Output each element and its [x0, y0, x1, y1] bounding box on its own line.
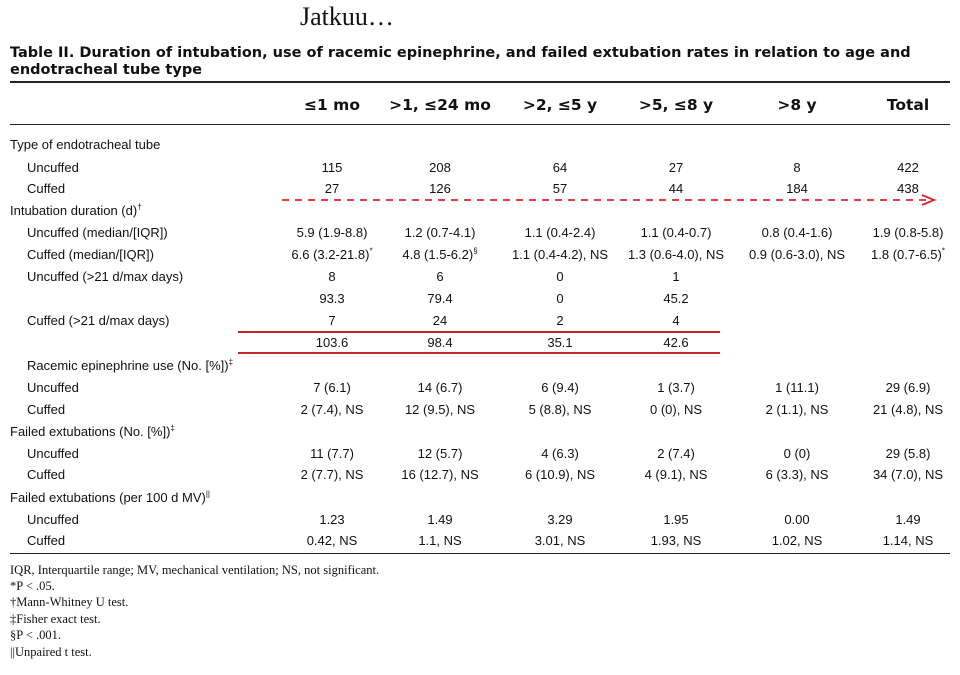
- cell-value: 0.42, NS: [306, 533, 358, 548]
- cell-value: 6 (10.9), NS: [524, 467, 596, 482]
- table-cell: [418, 446, 463, 462]
- table-cell: [663, 512, 688, 528]
- row-label: [27, 358, 233, 374]
- row-label: [27, 446, 79, 462]
- table-cell: [525, 467, 595, 483]
- cell-value: 2 (1.1), NS: [765, 402, 829, 417]
- row-label: [27, 402, 65, 418]
- table-cell: [793, 160, 800, 176]
- cell-value: 0 (0), NS: [649, 402, 703, 417]
- row-label-text: Failed extubations (No. [%]): [10, 424, 171, 439]
- cell-value: 0.9 (0.6-3.0), NS: [748, 247, 846, 262]
- cell-value: 6.6 (3.2-21.8): [291, 247, 370, 262]
- row-label-text: Uncuffed (median/[IQR]): [27, 225, 168, 240]
- footnote-marker: ‡: [228, 357, 234, 367]
- row-label: [27, 181, 65, 197]
- table-cell: [322, 160, 343, 176]
- column-header: ≤1 mo: [304, 96, 360, 114]
- red-underline-2: [238, 352, 720, 354]
- cell-value: 1: [672, 269, 680, 284]
- table-cell: [541, 446, 579, 462]
- table-cell: [766, 402, 829, 418]
- cell-value: 6 (9.4): [541, 380, 579, 395]
- table-cell: [541, 380, 579, 396]
- table-cell: [672, 313, 679, 329]
- row-label: [27, 380, 79, 396]
- cell-value: 0 (0): [783, 446, 811, 461]
- table-cell: [427, 335, 452, 351]
- row-label-text: Cuffed (>21 d/max days): [27, 313, 170, 328]
- table-cell: [873, 402, 943, 418]
- footnote-line: †Mann-Whitney U test.: [10, 595, 129, 609]
- red-underline-1: [238, 331, 720, 333]
- row-label-text: Failed extubations (per 100 d MV): [10, 490, 206, 505]
- table-cell: [749, 247, 845, 263]
- footnote-marker: *: [369, 246, 373, 256]
- table-cell: [873, 225, 944, 241]
- title-rule: [10, 81, 950, 83]
- footnote-line: IQR, Interquartile range; MV, mechanical ventilation; NS, not significant.: [10, 563, 380, 577]
- cell-value: 7: [328, 313, 336, 328]
- table-cell: [645, 467, 708, 483]
- cell-value: 1 (11.1): [775, 380, 819, 395]
- table-cell: [418, 380, 463, 396]
- cell-value: 1.1 (0.4-0.7): [640, 225, 712, 240]
- table-cell: [663, 335, 688, 351]
- table-cell: [651, 533, 702, 549]
- cell-value: 1.1 (0.4-2.4): [524, 225, 596, 240]
- table-cell: [669, 160, 683, 176]
- table-cell: [650, 402, 702, 418]
- table-cell: [301, 467, 364, 483]
- table-title: Table II. Duration of intubation, use of racemic epinephrine, and failed extubation rates in relation to age and endotracheal tube type: [10, 45, 911, 78]
- table-cell: [319, 512, 344, 528]
- table-cell: [429, 160, 451, 176]
- table-cell: [525, 225, 596, 241]
- cell-value: 27: [668, 160, 684, 175]
- row-label-text: Type of endotracheal tube: [10, 137, 161, 152]
- cell-value: 21 (4.8), NS: [872, 402, 944, 417]
- table-cell: [553, 160, 567, 176]
- footnote-marker: §: [473, 246, 478, 256]
- cell-value: 14 (6.7): [417, 380, 463, 395]
- cell-value: 98.4: [427, 335, 453, 350]
- cell-value: 115: [321, 160, 343, 175]
- table-cell: [512, 247, 608, 263]
- row-label: [27, 512, 79, 528]
- slide-heading: Jatkuu…: [300, 2, 394, 31]
- table-cell: [291, 247, 372, 263]
- column-header: >8 y: [777, 96, 817, 114]
- cell-value: 0.00: [784, 512, 810, 527]
- row-label: [10, 490, 210, 506]
- table-cell: [307, 533, 358, 549]
- cell-value: 1.1, NS: [418, 533, 462, 548]
- cell-value: 2 (7.7), NS: [300, 467, 364, 482]
- table-cell: [401, 467, 478, 483]
- cell-value: 1.3 (0.6-4.0), NS: [627, 247, 725, 262]
- table-cell: [672, 269, 679, 285]
- red-arrow-annotation: [280, 193, 950, 207]
- cell-value: 1.95: [663, 512, 689, 527]
- row-label-text: Uncuffed: [27, 446, 79, 461]
- table-cell: [895, 512, 920, 528]
- cell-value: 6: [436, 269, 444, 284]
- cell-value: 3.29: [547, 512, 573, 527]
- column-header: >1, ≤24 mo: [389, 96, 491, 114]
- table-cell: [784, 446, 811, 462]
- bottom-rule: [10, 553, 950, 554]
- table-cell: [297, 225, 368, 241]
- row-label-text: Uncuffed: [27, 160, 79, 175]
- column-header: >2, ≤5 y: [522, 96, 598, 114]
- cell-value: 4 (9.1), NS: [644, 467, 708, 482]
- row-label: [27, 313, 169, 329]
- cell-value: 126: [429, 181, 451, 196]
- cell-value: 1.2 (0.7-4.1): [404, 225, 476, 240]
- table-cell: [427, 291, 452, 307]
- table-cell: [873, 467, 943, 483]
- cell-value: 8: [328, 269, 336, 284]
- row-label: [27, 247, 154, 263]
- table-cell: [310, 446, 354, 462]
- header-rule: [10, 124, 950, 125]
- cell-value: 8: [793, 160, 801, 175]
- table-cell: [535, 533, 586, 549]
- row-label: [10, 203, 142, 219]
- cell-value: 44: [668, 181, 684, 196]
- table-cell: [883, 533, 934, 549]
- cell-value: 103.6: [315, 335, 349, 350]
- cell-value: 1.1 (0.4-4.2), NS: [511, 247, 609, 262]
- table-cell: [772, 533, 823, 549]
- row-label-text: Cuffed: [27, 402, 66, 417]
- table-cell: [402, 247, 477, 263]
- footnote-marker: *: [941, 246, 945, 256]
- row-label-text: Cuffed: [27, 533, 66, 548]
- row-label-text: Cuffed (median/[IQR]): [27, 247, 154, 262]
- table-cell: [328, 313, 335, 329]
- table-cell: [663, 291, 688, 307]
- cell-value: 422: [897, 160, 919, 175]
- row-label-text: Uncuffed: [27, 380, 79, 395]
- cell-value: 93.3: [319, 291, 345, 306]
- row-label-text: Uncuffed: [27, 512, 79, 527]
- table-cell: [405, 402, 475, 418]
- cell-value: 2 (7.4), NS: [300, 402, 364, 417]
- table-cell: [556, 313, 563, 329]
- cell-value: 35.1: [547, 335, 573, 350]
- cell-value: 57: [552, 181, 568, 196]
- footnote-marker: ‡: [170, 423, 175, 433]
- cell-value: 12 (5.7): [417, 446, 463, 461]
- cell-value: 27: [324, 181, 340, 196]
- cell-value: 12 (9.5), NS: [404, 402, 476, 417]
- cell-value: 1.14, NS: [882, 533, 934, 548]
- footnote-line: §P < .001.: [10, 628, 62, 642]
- table-cell: [556, 291, 563, 307]
- cell-value: 1.49: [895, 512, 921, 527]
- footnote-line: ||Unpaired t test.: [10, 645, 92, 659]
- cell-value: 438: [897, 181, 919, 196]
- row-label: [27, 533, 65, 549]
- cell-value: 0: [556, 269, 564, 284]
- footnote-line: *P < .05.: [10, 579, 55, 593]
- table-cell: [319, 291, 344, 307]
- cell-value: 24: [432, 313, 448, 328]
- column-header: Total: [886, 96, 930, 114]
- footnote-marker: ||: [205, 489, 210, 499]
- table-cell: [775, 380, 819, 396]
- footnote-line: ‡Fisher exact test.: [10, 612, 101, 626]
- cell-value: 5.9 (1.9-8.8): [296, 225, 368, 240]
- cell-value: 1.8 (0.7-6.5): [871, 247, 942, 262]
- cell-value: 34 (7.0), NS: [872, 467, 944, 482]
- cell-value: 29 (5.8): [885, 446, 931, 461]
- cell-value: 2 (7.4): [657, 446, 695, 461]
- table-cell: [641, 225, 712, 241]
- table-cell: [871, 247, 945, 263]
- column-header: >5, ≤8 y: [638, 96, 714, 114]
- cell-value: 4 (6.3): [541, 446, 579, 461]
- row-label: [27, 160, 79, 176]
- cell-value: 16 (12.7), NS: [401, 467, 479, 482]
- table-cell: [433, 313, 447, 329]
- cell-value: 2: [556, 313, 564, 328]
- cell-value: 42.6: [663, 335, 689, 350]
- row-label: [10, 137, 160, 153]
- table-cell: [427, 512, 452, 528]
- cell-value: 208: [429, 160, 451, 175]
- row-label: [10, 424, 175, 440]
- row-label: [27, 225, 168, 241]
- table-cell: [418, 533, 461, 549]
- table-cell: [897, 160, 919, 176]
- table-cell: [301, 402, 364, 418]
- cell-value: 0: [556, 291, 564, 306]
- row-label-text: Racemic epinephrine use (No. [%]): [27, 358, 229, 373]
- row-label-text: Intubation duration (d): [10, 203, 138, 218]
- row-label-text: Uncuffed (>21 d/max days): [27, 269, 184, 284]
- table-cell: [328, 269, 335, 285]
- table-cell: [766, 467, 829, 483]
- table-cell: [657, 380, 695, 396]
- cell-value: 1.23: [319, 512, 345, 527]
- row-label-text: Cuffed: [27, 467, 66, 482]
- cell-value: 1.9 (0.8-5.8): [872, 225, 944, 240]
- cell-value: 5 (8.8), NS: [528, 402, 592, 417]
- cell-value: 3.01, NS: [534, 533, 586, 548]
- table-cell: [886, 380, 931, 396]
- row-label-text: Cuffed: [27, 181, 66, 196]
- cell-value: 1 (3.7): [657, 380, 695, 395]
- cell-value: 184: [786, 181, 808, 196]
- table-cell: [784, 512, 809, 528]
- cell-value: 6 (3.3), NS: [765, 467, 829, 482]
- cell-value: 64: [552, 160, 568, 175]
- table-cell: [316, 335, 349, 351]
- cell-value: 4: [672, 313, 680, 328]
- table-cell: [657, 446, 695, 462]
- cell-value: 11 (7.7): [310, 446, 354, 461]
- cell-value: 7 (6.1): [313, 380, 351, 395]
- cell-value: 4.8 (1.5-6.2): [402, 247, 474, 262]
- table-cell: [886, 446, 931, 462]
- cell-value: 1.02, NS: [771, 533, 823, 548]
- table-cell: [762, 225, 833, 241]
- cell-value: 0.8 (0.4-1.6): [761, 225, 833, 240]
- row-label: [27, 467, 65, 483]
- table-cell: [628, 247, 724, 263]
- row-label: [27, 269, 183, 285]
- table-cell: [529, 402, 592, 418]
- cell-value: 45.2: [663, 291, 689, 306]
- cell-value: 1.49: [427, 512, 453, 527]
- cell-value: 29 (6.9): [885, 380, 931, 395]
- table-cell: [556, 269, 563, 285]
- table-cell: [405, 225, 476, 241]
- table-cell: [313, 380, 351, 396]
- cell-value: 1.93, NS: [650, 533, 702, 548]
- cell-value: 79.4: [427, 291, 453, 306]
- table-cell: [547, 512, 572, 528]
- footnote-marker: †: [137, 202, 142, 212]
- table-cell: [436, 269, 443, 285]
- table-cell: [547, 335, 572, 351]
